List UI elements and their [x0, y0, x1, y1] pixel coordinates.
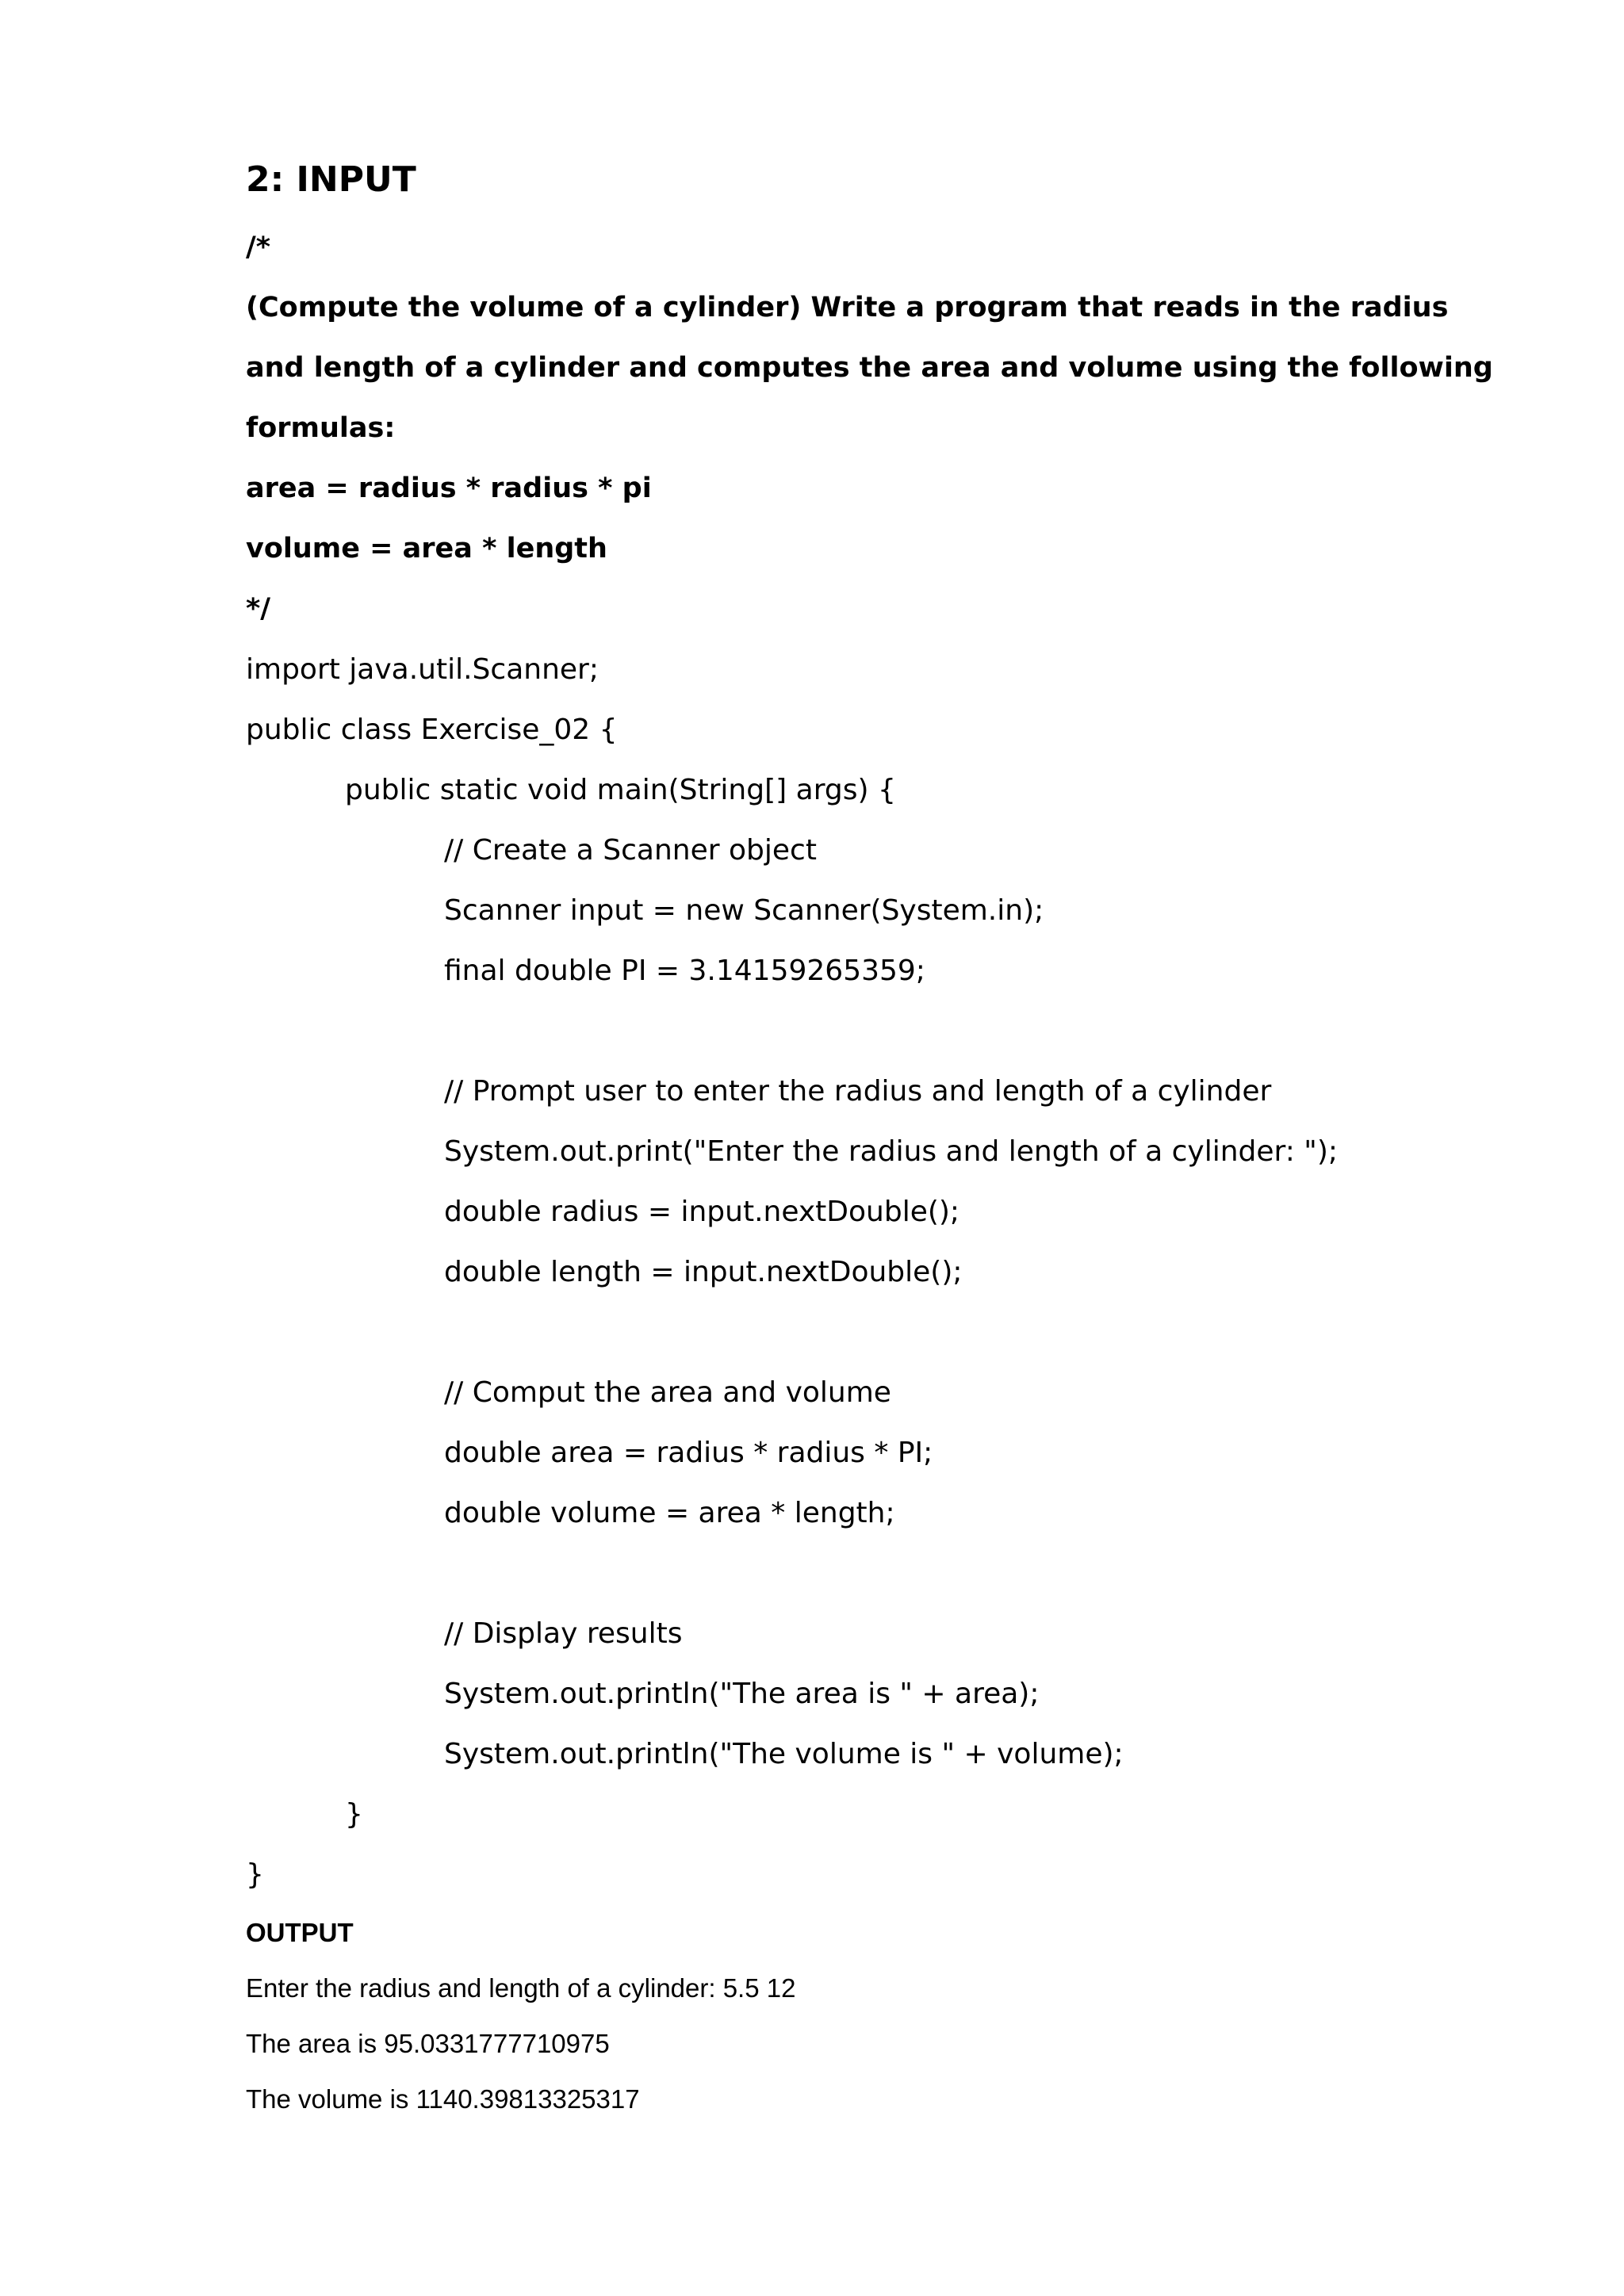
- code-comment: // Create a Scanner object: [444, 834, 817, 867]
- code-line: Scanner input = new Scanner(System.in);: [444, 894, 1044, 927]
- code-line: double radius = input.nextDouble();: [444, 1196, 960, 1228]
- code-line: System.out.println("The area is " + area);: [444, 1678, 1040, 1710]
- code-line: double length = input.nextDouble();: [444, 1256, 963, 1288]
- section-heading: 2: INPUT: [246, 159, 416, 200]
- code-line: import java.util.Scanner;: [246, 653, 599, 686]
- code-line: double area = radius * radius * PI;: [444, 1437, 933, 1469]
- comment-open: /*: [246, 232, 271, 263]
- code-comment: // Comput the area and volume: [444, 1376, 891, 1409]
- output-line: Enter the radius and length of a cylinder: 5.5 12: [246, 1973, 796, 2003]
- problem-statement-line: formulas:: [246, 412, 396, 444]
- formula-area: area = radius * radius * pi: [246, 473, 652, 504]
- output-line: The area is 95.0331777710975: [246, 2029, 610, 2058]
- output-heading: OUTPUT: [246, 1918, 354, 1947]
- code-line: public class Exercise_02 {: [246, 714, 618, 746]
- comment-close: */: [246, 593, 271, 625]
- code-line: public static void main(String[] args) {: [345, 774, 896, 806]
- problem-statement-line: (Compute the volume of a cylinder) Write a program that reads in the radius: [246, 292, 1449, 323]
- code-line: System.out.println("The volume is " + volume);: [444, 1738, 1124, 1770]
- code-line: double volume = area * length;: [444, 1497, 895, 1529]
- output-line: The volume is 1140.39813325317: [246, 2084, 640, 2114]
- code-comment: // Prompt user to enter the radius and length of a cylinder: [444, 1075, 1272, 1108]
- problem-statement-line: and length of a cylinder and computes the area and volume using the following: [246, 352, 1493, 384]
- code-line: final double PI = 3.14159265359;: [444, 955, 925, 987]
- formula-volume: volume = area * length: [246, 533, 607, 564]
- code-brace: }: [246, 1858, 264, 1891]
- code-line: System.out.print("Enter the radius and length of a cylinder: ");: [444, 1135, 1339, 1168]
- code-comment: // Display results: [444, 1617, 683, 1650]
- code-brace: }: [345, 1798, 363, 1831]
